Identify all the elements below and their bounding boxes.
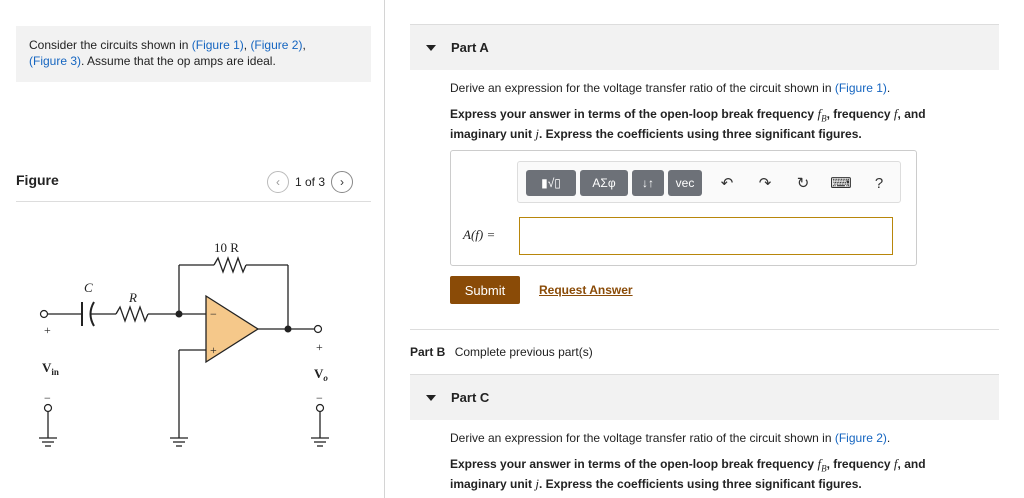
next-figure-button[interactable]: › — [331, 171, 353, 193]
figure-heading: Figure — [16, 172, 59, 188]
junction-node — [176, 311, 183, 318]
templates-button[interactable]: ▮√▯ — [526, 170, 576, 196]
vo-plus-sign: + — [316, 340, 323, 354]
keyboard-icon[interactable]: ⌨ — [830, 175, 852, 192]
figure3-link[interactable]: (Figure 3) — [29, 54, 82, 68]
collapse-caret-icon[interactable] — [426, 395, 436, 401]
intro-sep: , — [302, 38, 306, 52]
answer-editor — [450, 150, 917, 266]
request-answer-link[interactable]: Request Answer — [539, 283, 633, 297]
opamp-plus-label: + — [210, 343, 217, 357]
undo-icon[interactable]: ↶ — [720, 175, 734, 192]
part-a-title: Part A — [451, 40, 489, 55]
figure1-link[interactable]: (Figure 1) — [191, 38, 244, 52]
part-c-instructions: Express your answer in terms of the open-loop break frequency $f_B$, frequency f, and imaginary unit j. Express the coefficients using three significant figures. — [450, 456, 926, 492]
part-a-header[interactable] — [410, 24, 999, 70]
part-b-label: Part B — [410, 345, 446, 359]
collapse-caret-icon[interactable] — [426, 45, 436, 51]
prev-figure-button[interactable]: ‹ — [267, 171, 289, 193]
redo-icon[interactable]: ↷ — [758, 175, 772, 192]
submit-button[interactable]: Submit — [450, 276, 520, 304]
figure-pager — [267, 171, 353, 193]
intro-sep: , — [243, 38, 251, 52]
part-a-instructions: Express your answer in terms of the open-loop break frequency $f_B$, frequency f, and imaginary unit j. Express the coefficients using three significant figures. — [450, 106, 926, 142]
junction-node — [285, 326, 292, 333]
vector-button[interactable]: vec — [668, 170, 702, 196]
answer-label: A(f) = — [463, 227, 496, 242]
reset-icon[interactable]: ↻ — [796, 175, 810, 192]
part-a-figure-link[interactable]: (Figure 1) — [834, 81, 887, 95]
vin-terminal-pos — [41, 311, 48, 318]
answer-input[interactable] — [519, 217, 893, 255]
left-panel — [0, 0, 384, 498]
resistor-label: R — [129, 290, 137, 305]
capacitor-label: C — [84, 280, 93, 295]
figure-page-indicator: 1 of 3 — [295, 175, 326, 189]
part-c-description: Derive an expression for the voltage transfer ratio of the circuit shown in (Figure 2). — [450, 431, 891, 445]
part-b-status: Complete previous part(s) — [454, 345, 593, 359]
subscript-superscript-button[interactable]: ↓↑ — [632, 170, 664, 196]
help-icon[interactable]: ? — [874, 174, 884, 192]
feedback-resistor-label: 10 R — [214, 240, 239, 255]
figure2-link[interactable]: (Figure 2) — [250, 38, 303, 52]
opamp-minus-label: − — [210, 307, 217, 321]
part-c-title: Part C — [451, 390, 490, 405]
panel-divider — [384, 0, 385, 498]
vin-label: $V_{in}$ — [42, 360, 59, 377]
vin-minus-sign: − — [44, 391, 51, 405]
part-b-row — [410, 345, 593, 359]
part-a-description: Derive an expression for the voltage transfer ratio of the circuit shown in (Figure 1). — [450, 81, 891, 95]
part-c-header[interactable] — [410, 374, 999, 420]
section-divider — [410, 329, 999, 330]
figure-divider — [16, 201, 371, 202]
vo-minus-sign: − — [316, 391, 323, 405]
vo-label: $V_o$ — [314, 366, 328, 383]
vo-terminal-neg — [317, 405, 324, 412]
part-c-figure-link[interactable]: (Figure 2) — [834, 431, 887, 445]
circuit-diagram — [16, 230, 336, 455]
intro-text-suffix: . Assume that the op amps are ideal. — [81, 54, 276, 68]
problem-intro — [16, 26, 371, 82]
right-panel — [400, 0, 1000, 498]
greek-symbols-button[interactable]: ΑΣφ — [580, 170, 628, 196]
vo-terminal-pos — [315, 326, 322, 333]
intro-text: Consider the circuits shown in — [29, 38, 192, 52]
math-toolbar — [517, 161, 901, 203]
vin-terminal-neg — [45, 405, 52, 412]
vin-plus-sign: + — [44, 323, 51, 337]
